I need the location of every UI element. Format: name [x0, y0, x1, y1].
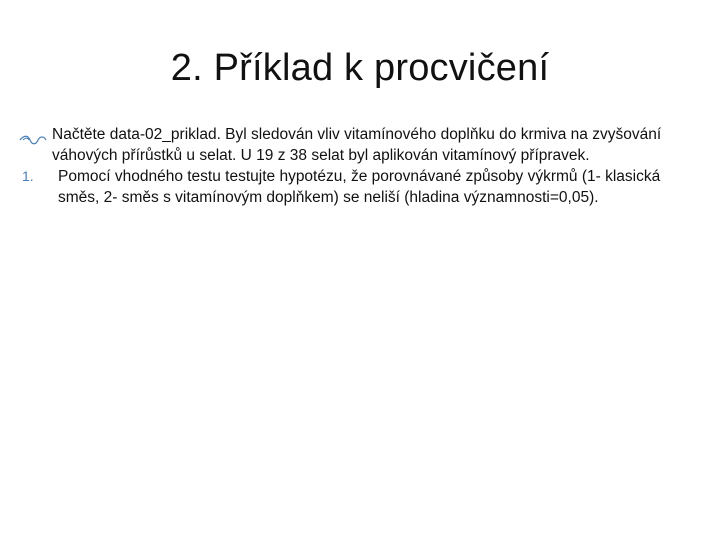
bullet-swirl-icon	[18, 130, 48, 140]
slide-content	[18, 124, 698, 208]
bullet-text: Načtěte data-02_priklad. Byl sledován vliv vitamínového doplňku do krmiva na zvyšování váhových přírůstků u selat. U 19 z 38 selat byl aplikován vitamínový přípravek.	[52, 126, 662, 164]
list-number: 1.	[22, 168, 34, 184]
bullet-item	[18, 124, 698, 166]
slide-title: 2. Příklad k procvičení	[170, 47, 550, 89]
numbered-item-text: Pomocí vhodného testu testujte hypotézu, že porovnávané způsoby výkrmů (1- klasická směs, 2- směs s vitamínovým doplňkem) se neliší (hladina významnosti=0,05).	[58, 168, 661, 206]
numbered-item	[18, 166, 698, 208]
